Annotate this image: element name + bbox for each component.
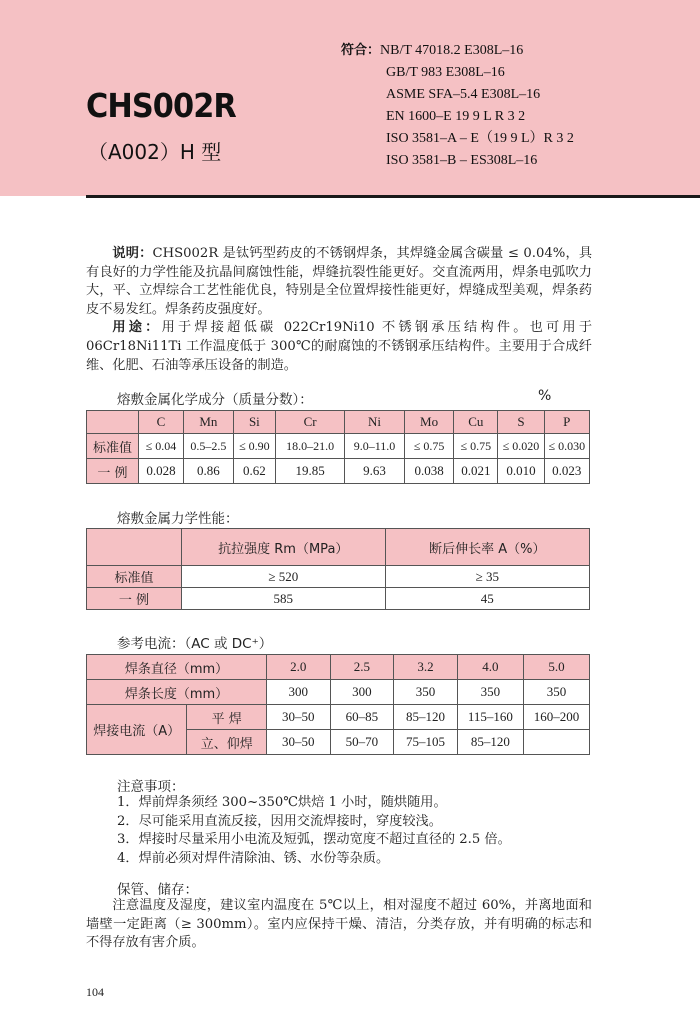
chemical-title: 熔敷金属化学成分（质量分数）： <box>117 392 313 408</box>
table-cell: 9.0–11.0 <box>345 434 405 459</box>
table-cell: 60–85 <box>330 705 394 730</box>
row-label: 标准值 <box>87 434 139 459</box>
table-cell: 18.0–21.0 <box>275 434 344 459</box>
table-cell: 160–200 <box>523 705 589 730</box>
row-label: 一 例 <box>87 588 182 610</box>
table-cell: 350 <box>457 680 523 705</box>
table-header-cell: C <box>139 411 184 434</box>
table-header-cell: S <box>498 411 544 434</box>
storage-text: 注意温度及湿度，建议室内温度在 5℃以上，相对湿度不超过 60%，并离地面和墙壁一定距离（≥ 300mm）。室内应保持干燥、清洁，分类存放，并有明确的标志和不得存放有害介质。 <box>86 898 592 951</box>
standard-item: GB/T 983 E308L–16 <box>386 65 505 80</box>
table-row <box>87 655 590 680</box>
standard-item: NB/T 47018.2 E308L–16 <box>380 43 524 58</box>
table-cell: 50–70 <box>330 730 394 755</box>
row-label: 焊条长度（mm） <box>87 680 267 705</box>
row-label: 焊接电流（A） <box>87 705 187 755</box>
table-cell: ≥ 35 <box>385 566 589 588</box>
table-cell: 30–50 <box>267 730 331 755</box>
page-number: 104 <box>86 985 104 999</box>
table-cell: 0.023 <box>544 459 589 484</box>
row-label: 焊条直径（mm） <box>87 655 267 680</box>
row-label: 一 例 <box>87 459 139 484</box>
table-cell <box>523 730 589 755</box>
table-header-cell <box>87 529 182 566</box>
notes-list <box>117 794 511 868</box>
description-label: 说明： <box>112 246 153 261</box>
table-header-cell: Mn <box>183 411 233 434</box>
table-cell: 5.0 <box>523 655 589 680</box>
list-item: 2．尽可能采用直流反接，因用交流焊接时，穿度较浅。 <box>117 813 442 829</box>
table-cell: ≤ 0.75 <box>404 434 454 459</box>
row-sublabel: 立、仰焊 <box>187 730 267 755</box>
table-cell: 85–120 <box>457 730 523 755</box>
table-cell: ≤ 0.030 <box>544 434 589 459</box>
table-row <box>87 566 590 588</box>
table-cell: ≤ 0.90 <box>233 434 275 459</box>
standard-item: ASME SFA–5.4 E308L–16 <box>386 87 541 102</box>
table-cell: 30–50 <box>267 705 331 730</box>
standard-item: ISO 3581–B – ES308L–16 <box>386 153 538 168</box>
standard-item: EN 1600–E 19 9 L R 3 2 <box>386 109 526 124</box>
description-text: CHS002R 是钛钙型药皮的不锈钢焊条，其焊缝金属含碳量 ≤ 0.04%，具有良好的力学性能及抗晶间腐蚀性能，焊缝抗裂性能更好。交直流两用，焊条电弧吹力大，平、立焊综合工艺性能优良，特别是全位置焊接性能更好，焊缝成型美观，焊条药皮不易发红。焊条药皮强度好。 <box>86 246 593 317</box>
table-header-cell: Mo <box>404 411 454 434</box>
table-cell: 0.86 <box>183 459 233 484</box>
table-cell: 0.010 <box>498 459 544 484</box>
table-cell: 75–105 <box>394 730 458 755</box>
table-cell: ≥ 520 <box>181 566 385 588</box>
chemical-table <box>86 410 590 484</box>
description-block <box>86 245 592 375</box>
table-header-cell: Si <box>233 411 275 434</box>
table-cell: 3.2 <box>394 655 458 680</box>
table-header-row <box>87 529 590 566</box>
table-row <box>87 680 590 705</box>
table-cell: 300 <box>330 680 394 705</box>
table-header-cell: Ni <box>345 411 405 434</box>
list-item: 4．焊前必须对焊件清除油、锈、水份等杂质。 <box>117 850 390 866</box>
table-row <box>87 705 590 730</box>
list-item: 1．焊前焊条须经 300~350℃烘焙 1 小时，随烘随用。 <box>117 795 447 810</box>
mechanical-table <box>86 528 590 610</box>
table-header-cell: P <box>544 411 589 434</box>
table-row <box>87 434 590 459</box>
mechanical-title: 熔敷金属力学性能： <box>117 511 239 527</box>
header-divider <box>86 195 700 198</box>
storage-title: 保管、储存： <box>117 882 198 898</box>
table-cell: 45 <box>385 588 589 610</box>
table-row <box>87 588 590 610</box>
chemical-unit: % <box>538 388 552 404</box>
table-cell: 0.021 <box>454 459 498 484</box>
row-label: 标准值 <box>87 566 182 588</box>
table-cell: 9.63 <box>345 459 405 484</box>
table-cell: 300 <box>267 680 331 705</box>
notes-title: 注意事项： <box>117 779 185 795</box>
table-header-row <box>87 411 590 434</box>
row-sublabel: 平 焊 <box>187 705 267 730</box>
table-row <box>87 459 590 484</box>
table-header-cell: 抗拉强度 Rm（MPa） <box>181 529 385 566</box>
table-header-cell <box>87 411 139 434</box>
table-cell: 115–160 <box>457 705 523 730</box>
current-title: 参考电流：（AC 或 DC⁺） <box>117 636 273 652</box>
table-cell: 85–120 <box>394 705 458 730</box>
table-cell: 2.0 <box>267 655 331 680</box>
current-table <box>86 654 590 755</box>
table-cell: 0.62 <box>233 459 275 484</box>
table-cell: ≤ 0.04 <box>139 434 184 459</box>
table-cell: ≤ 0.020 <box>498 434 544 459</box>
list-item: 3．焊接时尽量采用小电流及短弧，摆动宽度不超过直径的 2.5 倍。 <box>117 832 511 848</box>
table-cell: 0.5–2.5 <box>183 434 233 459</box>
table-cell: 2.5 <box>330 655 394 680</box>
table-cell: 0.038 <box>404 459 454 484</box>
storage-block <box>86 897 592 953</box>
table-cell: 4.0 <box>457 655 523 680</box>
standards-list <box>341 40 574 172</box>
usage-label: 用途： <box>112 320 162 336</box>
standard-item: ISO 3581–A – E（19 9 L）R 3 2 <box>386 131 574 146</box>
product-model: （A002）H 型 <box>88 140 222 164</box>
table-cell: 585 <box>181 588 385 610</box>
table-cell: ≤ 0.75 <box>454 434 498 459</box>
table-cell: 350 <box>394 680 458 705</box>
product-code: CHS002R <box>86 86 236 125</box>
table-header-cell: 断后伸长率 A（%） <box>385 529 589 566</box>
table-cell: 0.028 <box>139 459 184 484</box>
table-cell: 350 <box>523 680 589 705</box>
table-cell: 19.85 <box>275 459 344 484</box>
table-header-cell: Cr <box>275 411 344 434</box>
standards-label: 符合： <box>341 43 381 58</box>
table-header-cell: Cu <box>454 411 498 434</box>
usage-text: 用于焊接超低碳 022Cr19Ni10 不锈钢承压结构件。也可用于 06Cr18Ni11Ti 工作温度低于 300℃的耐腐蚀的不锈钢承压结构件。主要用于合成纤维、化肥、石油等承压设备的制造。 <box>86 320 593 373</box>
